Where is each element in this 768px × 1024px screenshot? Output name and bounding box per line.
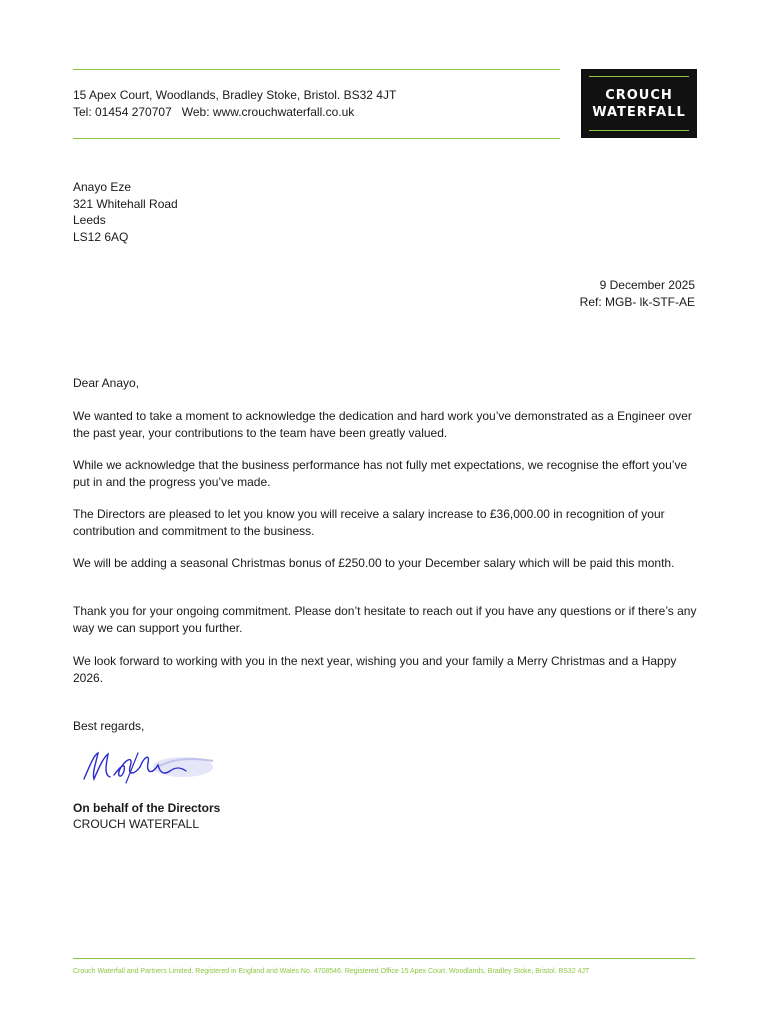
header-bottom-rule	[73, 138, 560, 139]
logo-word-waterfall: WATERFALL	[592, 105, 686, 120]
logo-top-line	[589, 76, 689, 77]
body-paragraph-2: While we acknowledge that the business performance has not fully met expectations, we recognise the effort you’ve put in and the progress you’ve made.	[73, 458, 688, 489]
body-paragraph-1: We wanted to take a moment to acknowledge the dedication and hard work you’ve demonstrated as a Engineer over the past year, your contributions to the team have been greatly valued.	[73, 409, 692, 440]
body-paragraph-4: We will be adding a seasonal Christmas bonus of £250.00 to your December salary which will be paid this month.	[73, 556, 675, 570]
body-paragraph-5: Thank you for your ongoing commitment. Please don’t hesitate to reach out if you have any questions or if there’s any way we can support you further.	[73, 604, 697, 635]
company-phone-web: Tel: 01454 270707 Web: www.crouchwaterfall.co.uk	[73, 104, 355, 119]
salutation: Dear Anayo,	[73, 376, 140, 390]
recipient-city: Leeds	[73, 213, 106, 227]
company-contact	[73, 87, 396, 120]
body-paragraph-3: The Directors are pleased to let you know you will receive a salary increase to £36,000.00 in recognition of your contribution and commitment to the business.	[73, 507, 665, 538]
letter-reference: Ref: MGB- lk-STF-AE	[579, 294, 695, 309]
recipient-postcode: LS12 6AQ	[73, 229, 129, 244]
recipient-address	[73, 179, 178, 245]
signature-icon	[80, 745, 220, 794]
company-logo	[581, 69, 697, 138]
footer-rule	[73, 958, 695, 959]
header-top-rule	[73, 69, 560, 70]
footer-registration: Crouch Waterfall and Partners Limited. Registered in England and Wales No. 4708546. Registered Office 15 Apex Court, Woodlands, Bradley Stoke, Bristol. BS32 4JT	[73, 968, 590, 975]
body-paragraph-6: We look forward to working with you in the next year, wishing you and your family a Merry Christmas and a Happy 2026.	[73, 654, 677, 685]
logo-bottom-line	[589, 130, 689, 131]
logo-word-crouch: CROUCH	[605, 88, 673, 103]
letter-meta	[580, 277, 695, 310]
signatory-company: CROUCH WATERFALL	[73, 817, 200, 831]
recipient-name: Anayo Eze	[73, 180, 132, 194]
closing: Best regards,	[73, 719, 145, 733]
signatory-title: On behalf of the Directors	[73, 801, 221, 815]
recipient-street: 321 Whitehall Road	[73, 196, 178, 211]
letter-date: 9 December 2025	[599, 278, 695, 292]
company-address: 15 Apex Court, Woodlands, Bradley Stoke, Bristol. BS32 4JT	[73, 88, 397, 102]
